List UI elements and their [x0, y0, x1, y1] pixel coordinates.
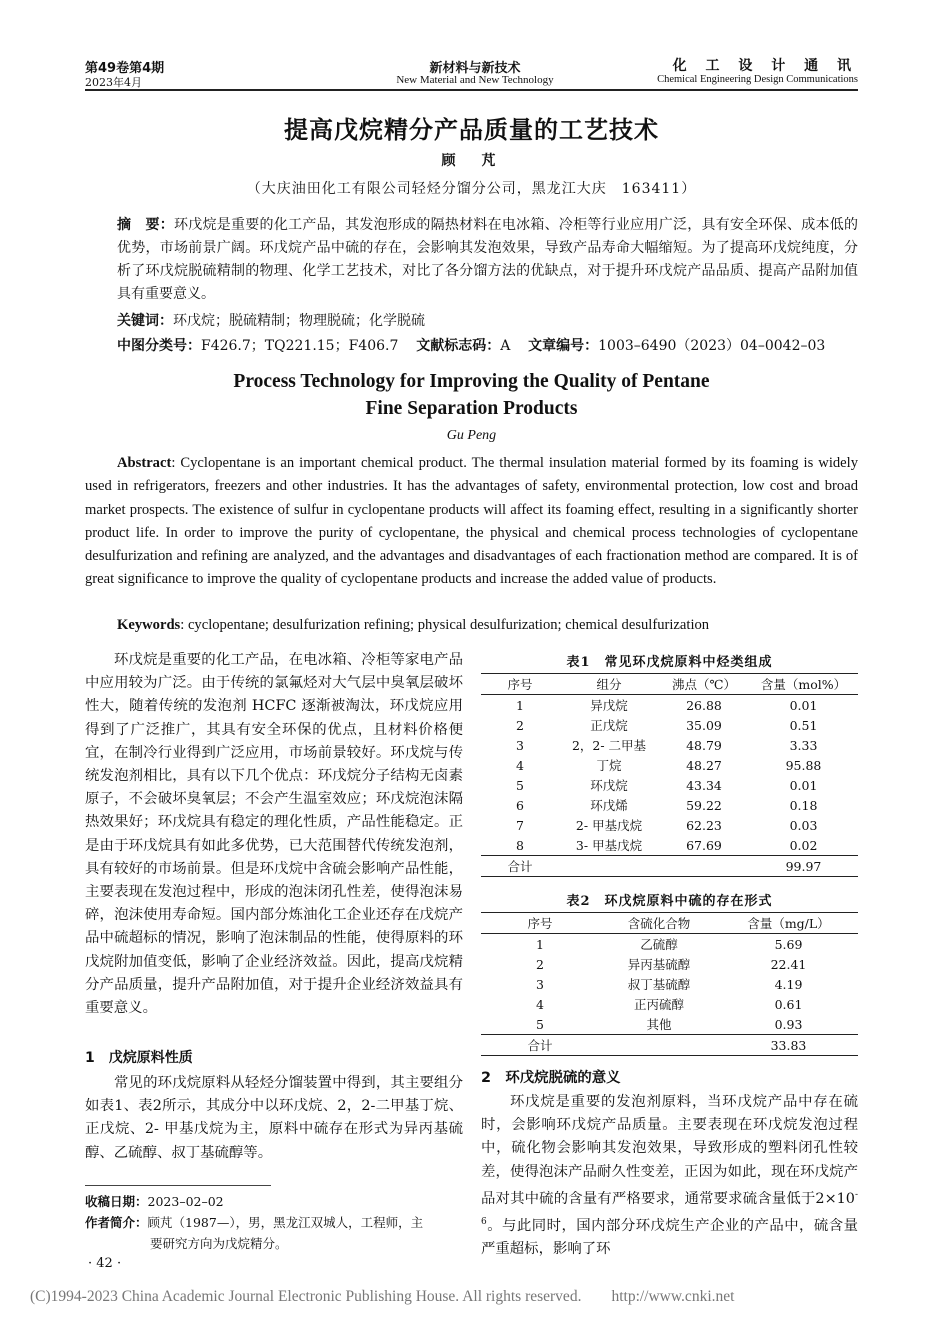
watermark-copyright: (C)1994-2023 China Academic Journal Electronic Publishing House. All rights reserved.	[30, 1288, 582, 1305]
cell: 异丙基硫醇	[627, 957, 691, 972]
cell: 8	[516, 837, 524, 853]
keywords-cn-text: 环戊烷；脱硫精制；物理脱硫；化学脱硫	[173, 313, 425, 329]
cell: 48.27	[686, 757, 722, 773]
article-no-value: 1003–6490（2023）04–0042–03	[598, 338, 826, 354]
title-en-line1: Process Technology for Improving the Quality of Pentane	[233, 371, 710, 392]
author-bio-line2: 要研究方向为戊烷精分。	[150, 1236, 288, 1251]
cell: 26.88	[686, 697, 722, 713]
section-2-paragraph	[481, 1091, 858, 1261]
table-row	[481, 715, 858, 735]
affiliation: （大庆油田化工有限公司轻烃分馏分公司，黑龙江大庆 163411）	[246, 181, 697, 197]
doc-code-label: 文献标志码：	[416, 338, 501, 354]
table1-total-row	[481, 856, 858, 877]
section-2-text-a: 环戊烷是重要的发泡剂原料，当环戊烷产品中存在硫时，会影响环戊烷产品质量。主要表现在环戊烷发泡过程中，硫化物会影响其发泡效果，导致形成的塑料闭孔性较差，使得泡沫产品耐久性变差，正因为如此，现在环戊烷产品对其中硫的含量有严格要求，通常要求硫含量低于2×10	[481, 1094, 858, 1207]
cell: 1	[516, 697, 524, 713]
cell: 4	[536, 996, 544, 1012]
cell: 62.23	[686, 817, 722, 833]
cell	[659, 856, 749, 877]
cell: 异戊烷	[590, 698, 628, 713]
keywords-cn	[117, 310, 858, 330]
cell: 4	[516, 757, 524, 773]
table1-title: 表1 常见环戊烷原料中烃类组成	[566, 655, 773, 670]
author-en: Gu Peng	[446, 428, 497, 443]
keywords-en	[117, 617, 858, 634]
table2-header-row	[481, 913, 858, 934]
table-row	[481, 934, 858, 955]
cell: 3- 甲基戊烷	[575, 838, 643, 853]
page-number: · 42 ·	[88, 1256, 122, 1271]
cell: 4.19	[774, 976, 803, 992]
cell: 正戊烷	[590, 718, 628, 733]
cell: 3	[536, 976, 544, 992]
cell: 0.01	[789, 777, 818, 793]
table-row	[481, 775, 858, 795]
received-label: 收稿日期：	[85, 1194, 148, 1209]
cell: 0.93	[774, 1016, 803, 1032]
table-row	[481, 1014, 858, 1035]
cell: 正丙硫醇	[633, 997, 684, 1012]
abstract-en-text: : Cyclopentane is an important chemical product. The thermal insulation material formed by its foaming is widely used in refrigerators, freezers and other industries. It has the advantages of safety, environmental protection, low cost and broad market prospects. The existence of sulfur in cyclopentane products will affect its foaming effect, resulting in a significantly shorter product life. In order to improve the purity of cyclopentane, the physical and chemical process technologies of cyclopentane desulfurization and refining are analyzed, and the advantages and disadvantages of each fractionation method are compared. It is of great significance to improve the quality of cyclopentane products and increase the added value of products.	[85, 455, 858, 588]
cell: 2，2- 二甲基	[571, 738, 647, 753]
cell: 99.97	[749, 856, 858, 877]
table-row	[481, 815, 858, 835]
table-row	[481, 954, 858, 974]
cell: 48.79	[686, 737, 722, 753]
journal-section-en: New Material and New Technology	[396, 74, 554, 86]
abstract-en	[85, 452, 858, 592]
author-cn: 顾 芃	[441, 153, 502, 169]
table-row	[481, 755, 858, 775]
section-2-superscript: -6	[481, 1189, 858, 1227]
cell: 7	[516, 817, 524, 833]
journal-section-cn: 新材料与新技术	[429, 61, 521, 76]
section-2-heading: 2 环戊烷脱硫的意义	[481, 1070, 621, 1086]
cell: 环戊烯	[590, 798, 628, 813]
cell: 3.33	[789, 737, 818, 753]
cell: 33.83	[719, 1035, 858, 1056]
cell: 35.09	[686, 717, 722, 733]
abstract-cn-text: 环戊烷是重要的化工产品，其发泡形成的隔热材料在电冰箱、冷柜等行业应用广泛，具有安全环保、成本低的优势，市场前景广阔。环戊烷产品中硫的存在，会影响其发泡效果，导致产品寿命大幅缩短。为了提高环戊烷纯度，分析了环戊烷脱硫精制的物理、化学工艺技术，对比了各分馏方法的优缺点，对于提升环戊烷产品品质、提高产品附加值具有重要意义。	[117, 217, 859, 302]
keywords-cn-label: 关键词：	[117, 313, 173, 329]
cell: 6	[516, 797, 524, 813]
cell: 67.69	[686, 837, 722, 853]
issue-date: 2023年4月	[85, 76, 142, 89]
journal-name-en: Chemical Engineering Design Communications	[657, 74, 858, 85]
cell: 合计	[481, 1035, 599, 1056]
cell: 95.88	[785, 757, 822, 773]
cell: 环戊烷	[590, 778, 628, 793]
cell: 0.03	[789, 817, 818, 833]
title-en-line2: Fine Separation Products	[365, 398, 578, 419]
clc-label: 中图分类号：	[117, 338, 201, 354]
cell: 22.41	[770, 956, 807, 972]
cell: 0.18	[789, 797, 818, 813]
cell: 59.22	[686, 797, 722, 813]
cell: 合计	[481, 856, 559, 877]
classification-line	[117, 335, 877, 355]
cell: 5.69	[774, 936, 803, 952]
footnote-rule	[85, 1185, 271, 1186]
table-row	[481, 795, 858, 815]
intro-paragraph: 环戊烷是重要的化工产品，在电冰箱、冷柜等家电产品中应用较为广泛。由于传统的氯氟烃对大气层中臭氧层破坏性大，随着传统的发泡剂 HCFC 逐渐被淘汰，环戊烷应用得到了广泛推广，其具有安全环保的优点，且材料价格便宜，在制冷行业得到广泛应用，市场前景较好。环戊烷与传统发泡剂相比，具有以下几个优点：环戊烷分子结构无卤素原子，不会破坏臭氧层；不会产生温室效应；环戊烷泡沫隔热效果好；环戊烷具有稳定的理化性质，产品性能稳定。正是由于环戊烷具有如此多优势，已大范围替代传统发泡剂，具有较好的市场前景。但是环戊烷中含硫会影响产品性能，主要表现在发泡过程中，形成的泡沫闭孔性差，使得泡沫易碎，泡沫使用寿命短。国内部分炼油化工企业还存在戊烷产品中硫超标的情况，影响了泡沫制品的性能，使得原料的环戊烷附加值变低，影响了企业经济效益。因此，提高戊烷精分产品质量，提升产品附加值，对于提升企业经济效益具有重要意义。	[85, 652, 463, 1017]
journal-name-cn: 化 工 设 计 通 讯	[672, 58, 858, 74]
paper-title-en	[85, 368, 858, 422]
cell: 丁烷	[596, 758, 622, 773]
cell: 3	[516, 737, 524, 753]
paper-title-cn: 提高戊烷精分产品质量的工艺技术	[284, 116, 659, 144]
table-row	[481, 835, 858, 856]
doc-code-value: A	[500, 338, 511, 354]
table1-col-boiling: 沸点（℃）	[659, 674, 749, 695]
cell: 其他	[646, 1017, 672, 1032]
clc-value: F426.7；TQ221.15；F406.7	[201, 338, 399, 354]
table2-col-compound: 含硫化合物	[599, 913, 719, 934]
cnki-watermark	[30, 1288, 734, 1306]
issue-volume: 第49卷第4期	[85, 61, 165, 76]
section-1-heading: 1 戊烷原料性质	[85, 1050, 193, 1066]
table1-col-index: 序号	[481, 674, 559, 695]
keywords-en-label: Keywords	[117, 617, 181, 633]
article-no-label: 文章编号：	[528, 338, 599, 354]
table2	[481, 912, 858, 1056]
cell: 0.02	[789, 837, 818, 853]
table1-header-row	[481, 674, 858, 695]
author-bio-line1: 顾芃（1987—），男，黑龙江双城人，工程师，主	[147, 1215, 424, 1230]
cell	[559, 856, 659, 877]
cell: 0.01	[789, 697, 818, 713]
cell: 5	[516, 777, 524, 793]
table1	[481, 673, 858, 877]
cell: 2	[516, 717, 524, 733]
section-2-text-b: 。与此同时，国内部分环戊烷生产企业的产品中，硫含量严重超标，影响了环	[481, 1217, 858, 1257]
author-bio	[85, 1212, 463, 1233]
table-row	[481, 994, 858, 1014]
abstract-cn	[117, 214, 858, 306]
table2-title: 表2 环戊烷原料中硫的存在形式	[566, 894, 773, 909]
cell	[599, 1035, 719, 1056]
cell: 1	[536, 936, 544, 952]
cell: 2	[536, 956, 544, 972]
table2-total-row	[481, 1035, 858, 1056]
table-row	[481, 735, 858, 755]
cell: 0.61	[774, 996, 803, 1012]
table-row	[481, 695, 858, 716]
cell: 叔丁基硫醇	[627, 977, 691, 992]
table1-col-content: 含量（mol%）	[749, 674, 858, 695]
keywords-en-text: : cyclopentane; desulfurization refining; physical desulfurization; chemical desulfurization	[180, 617, 710, 633]
table2-col-content: 含量（mg/L）	[719, 913, 858, 934]
author-bio-label: 作者简介：	[85, 1215, 148, 1230]
table1-col-component: 组分	[559, 674, 659, 695]
abstract-cn-label: 摘 要：	[117, 217, 175, 233]
abstract-en-label: Abstract	[117, 455, 172, 471]
cell: 5	[536, 1016, 544, 1032]
cell: 乙硫醇	[640, 937, 678, 952]
table-row	[481, 974, 858, 994]
cell: 0.51	[789, 717, 818, 733]
section-1-paragraph: 常见的环戊烷原料从轻烃分馏装置中得到，其主要组分如表1、表2所示，其成分中以环戊烷、2，2-二甲基丁烷、正戊烷、2- 甲基戊烷为主，原料中硫存在形式为异丙基硫醇、乙硫醇、叔丁基硫醇等。	[85, 1075, 463, 1161]
cell: 2- 甲基戊烷	[575, 818, 643, 833]
table2-col-index: 序号	[481, 913, 599, 934]
received-date	[85, 1191, 463, 1212]
watermark-url[interactable]: http://www.cnki.net	[611, 1288, 735, 1305]
received-value: 2023–02–02	[147, 1194, 224, 1209]
header-rule	[85, 89, 858, 91]
cell: 43.34	[686, 777, 722, 793]
